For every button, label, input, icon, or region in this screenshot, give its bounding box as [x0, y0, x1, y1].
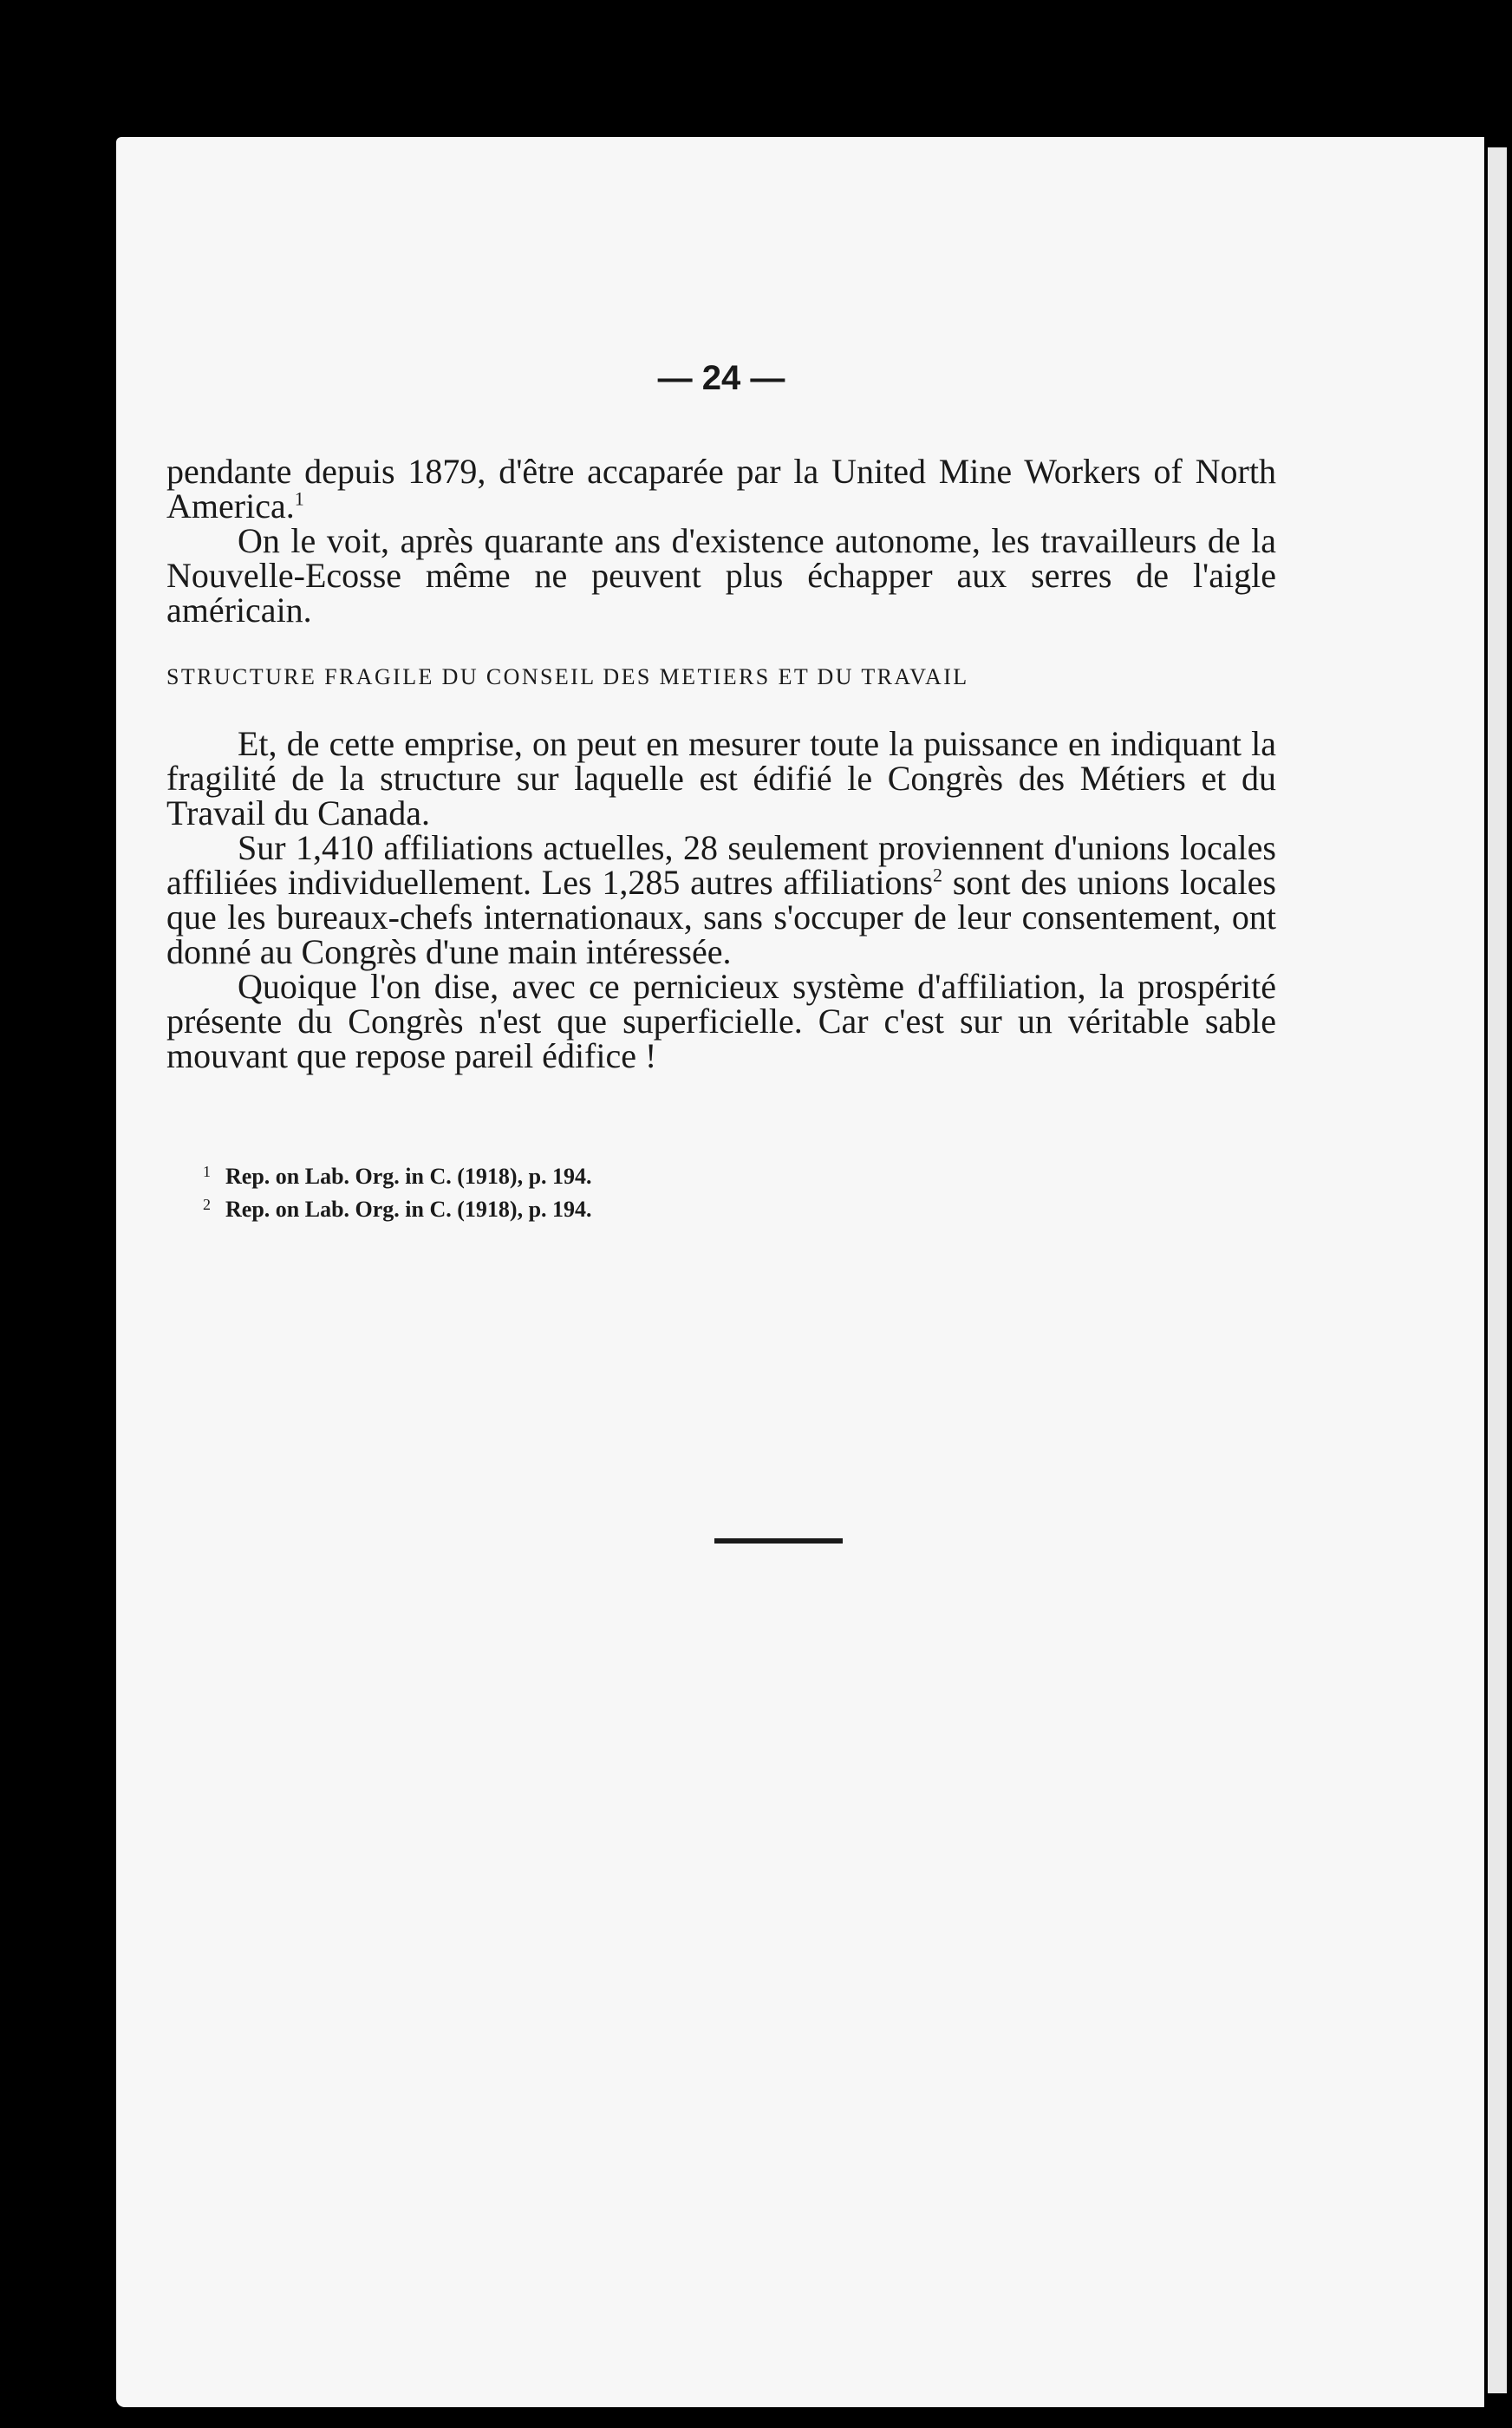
footnote-ref-1: 1	[294, 487, 304, 510]
section-body	[166, 724, 1276, 1075]
intro-block	[166, 454, 1276, 628]
section-heading: STRUCTURE FRAGILE DU CONSEIL DES METIERS ET DU TRAVAIL	[166, 664, 969, 689]
footnote-mark: 2	[203, 1196, 211, 1213]
footnote-text: Rep. on Lab. Org. in C. (1918), p. 194.	[225, 1164, 592, 1189]
section-paragraph-2	[166, 828, 1276, 971]
section-paragraph-2-text-b: sont des unions locales que les bureaux-chefs internationaux, sans s'occuper de leur consentement, ont donné au Congrès d'une main intéressée.	[166, 863, 1276, 971]
continuation-text: pendante depuis 1879, d'être accaparée par la United Mine Workers of North America.	[166, 452, 1276, 525]
section-paragraph-2-text-a: Sur 1,410 affiliations actuelles, 28 seulement proviennent d'unions locales affiliées individuellement. Les 1,285 autres affiliations	[166, 828, 1276, 902]
footnote-1	[166, 1160, 1276, 1193]
footnote-2	[166, 1193, 1276, 1226]
continuation-paragraph	[166, 454, 1276, 524]
section-paragraph-3: Quoique l'on dise, avec ce pernicieux système d'affiliation, la prospérité présente du Congrès n'est que superficielle. Car c'est sur un véritable sable mouvant que repose pareil édifice !	[166, 967, 1276, 1075]
end-separator-rule	[714, 1538, 843, 1544]
section-paragraph-1: Et, de cette emprise, on peut en mesurer toute la puissance en indiquant la fragilité de la structure sur laquelle est édifié le Congrès des Métiers et du Travail du Canada.	[166, 724, 1276, 832]
footnotes	[166, 1160, 1276, 1226]
footnote-text: Rep. on Lab. Org. in C. (1918), p. 194.	[225, 1197, 592, 1222]
page-number: — 24 —	[657, 359, 785, 397]
intro-paragraph: On le voit, après quarante ans d'existence autonome, les travailleurs de la Nouvelle-Ecosse même ne peuvent plus échapper aux serres de l'aigle américain.	[166, 521, 1276, 630]
adjacent-page-edge	[1488, 147, 1507, 2393]
footnote-ref-2: 2	[933, 864, 943, 886]
footnote-mark: 1	[203, 1163, 211, 1180]
